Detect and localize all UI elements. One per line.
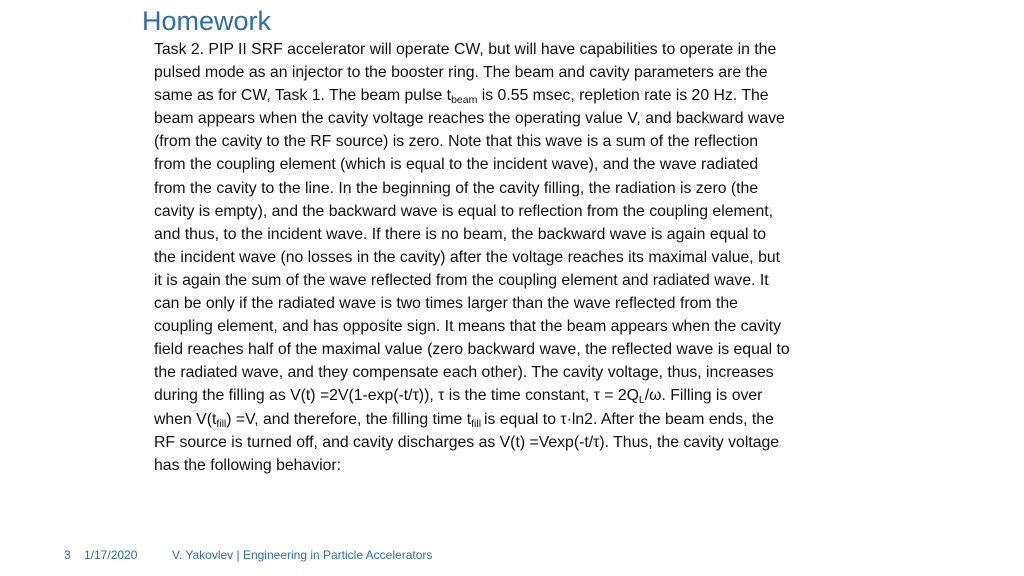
text-segment: is equal to τ·ln2. After the beam ends, the — [483, 410, 774, 428]
homework-task-text — [154, 38, 869, 477]
footer-page-number: 3 — [64, 548, 71, 562]
slide-title: Homework — [142, 6, 272, 36]
text-segment: pulsed mode as an injector to the booster ring. The beam and cavity parameters are the — [154, 64, 768, 82]
text-line — [154, 153, 869, 176]
text-segment: RF source is turned off, and cavity discharges as V(t) =Vexp(-t/τ). Thus, the cavity voltage — [154, 433, 780, 451]
text-segment: is 0.55 msec, repletion rate is 20 Hz. The — [477, 87, 769, 105]
text-line — [154, 38, 869, 61]
subscript: beam — [451, 94, 478, 107]
text-segment: coupling element, and has opposite sign. It means that the beam appears when the cavity — [154, 318, 782, 336]
text-segment: ) =V, and therefore, the filling time t — [226, 410, 472, 428]
text-segment: beam appears when the cavity voltage reaches the operating value V, and backward wave — [154, 110, 785, 128]
text-line — [154, 338, 869, 361]
text-segment: from the cavity to the line. In the beginning of the cavity filling, the radiation is zero (the — [154, 179, 759, 197]
subscript: L — [638, 394, 645, 407]
text-line — [154, 200, 869, 223]
text-line — [154, 223, 869, 246]
text-segment: it is again the sum of the wave reflected from the coupling element and radiated wave. It — [154, 271, 769, 289]
text-segment: same as for CW, Task 1. The beam pulse t — [154, 87, 452, 105]
text-line — [154, 107, 869, 130]
text-segment: from the coupling element (which is equal to the incident wave), and the wave radiated — [154, 156, 759, 174]
text-segment: and thus, to the incident wave. If there is no beam, the backward wave is again equal to — [154, 225, 767, 243]
text-line — [154, 408, 869, 431]
text-line — [154, 246, 869, 269]
text-segment: Task 2. PIP II SRF accelerator will operate CW, but will have capabilities to operate in the — [154, 41, 777, 58]
text-segment: cavity is empty), and the backward wave is equal to reflection from the coupling element, — [154, 202, 774, 220]
text-segment: the incident wave (no losses in the cavity) after the voltage reaches its maximal value, but — [154, 248, 781, 266]
text-line — [154, 292, 869, 315]
text-line — [154, 177, 869, 200]
subscript: fill — [216, 417, 227, 430]
text-line — [154, 454, 869, 477]
text-segment: field reaches half of the maximal value (zero backward wave, the reflected wave is equal to — [154, 341, 790, 359]
text-segment: /ω. Filling is over — [644, 387, 763, 405]
text-segment: can be only if the radiated wave is two times larger than the wave reflected from the — [154, 295, 738, 313]
text-line — [154, 315, 869, 338]
footer-author-course: V. Yakovlev | Engineering in Particle Accelerators — [172, 548, 433, 562]
text-segment: the radiated wave, and they compensate each other). The cavity voltage, thus, increases — [154, 364, 774, 382]
text-segment: (from the cavity to the RF source) is zero. Note that this wave is a sum of the reflection — [154, 133, 759, 151]
text-line — [154, 269, 869, 292]
text-line — [154, 361, 869, 384]
subscript: fill — [471, 417, 484, 430]
footer-date: 1/17/2020 — [84, 548, 138, 562]
text-line — [154, 384, 869, 407]
text-segment: when V(t — [154, 410, 217, 428]
text-segment: during the filling as V(t) =2V(1-exp(-t/τ)), τ is the time constant, τ = 2Q — [154, 387, 639, 405]
text-line — [154, 61, 869, 84]
text-segment: has the following behavior: — [154, 456, 342, 474]
text-line — [154, 431, 869, 454]
text-line — [154, 84, 869, 107]
text-line — [154, 130, 869, 153]
